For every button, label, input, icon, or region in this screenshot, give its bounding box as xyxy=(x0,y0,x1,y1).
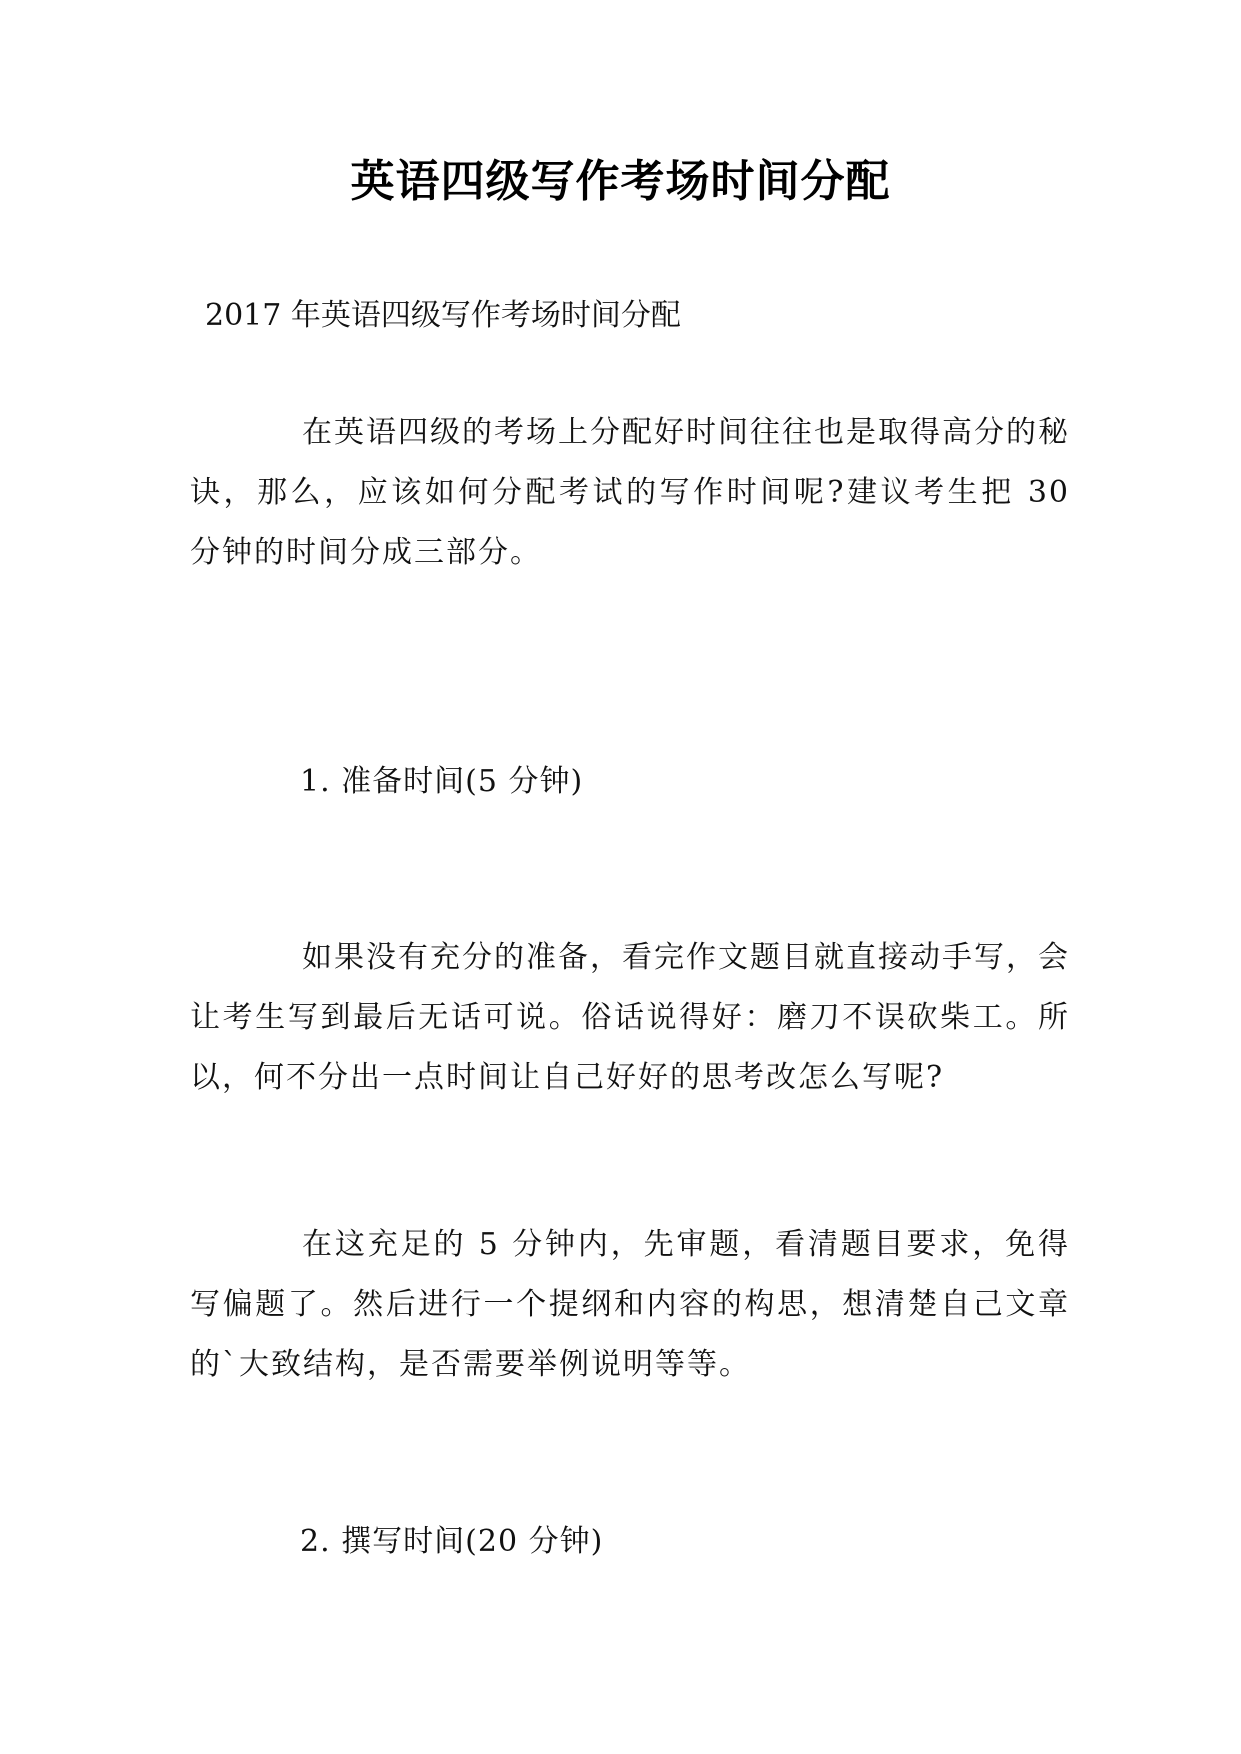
paragraph-intro: 在英语四级的考场上分配好时间往往也是取得高分的秘诀，那么，应该如何分配考试的写作时间呢?建议考生把 30 分钟的时间分成三部分。 xyxy=(190,415,1070,570)
paragraph-preparation: 如果没有充分的准备，看完作文题目就直接动手写，会让考生写到最后无话可说。俗话说得好：磨刀不误砍柴工。所以，何不分出一点时间让自己好好的思考改怎么写呢? xyxy=(190,940,1070,1095)
document-subtitle: 2017 年英语四级写作考场时间分配 xyxy=(205,298,681,333)
paragraph-five-minutes: 在这充足的 5 分钟内，先审题，看清题目要求，免得写偏题了。然后进行一个提纲和内容的构思，想清楚自己文章的`大致结构，是否需要举例说明等等。 xyxy=(190,1227,1070,1382)
section-heading-preparation: 1. 准备时间(5 分钟) xyxy=(300,764,584,799)
document-title: 英语四级写作考场时间分配 xyxy=(350,156,891,207)
section-heading-writing: 2. 撰写时间(20 分钟) xyxy=(300,1524,604,1559)
